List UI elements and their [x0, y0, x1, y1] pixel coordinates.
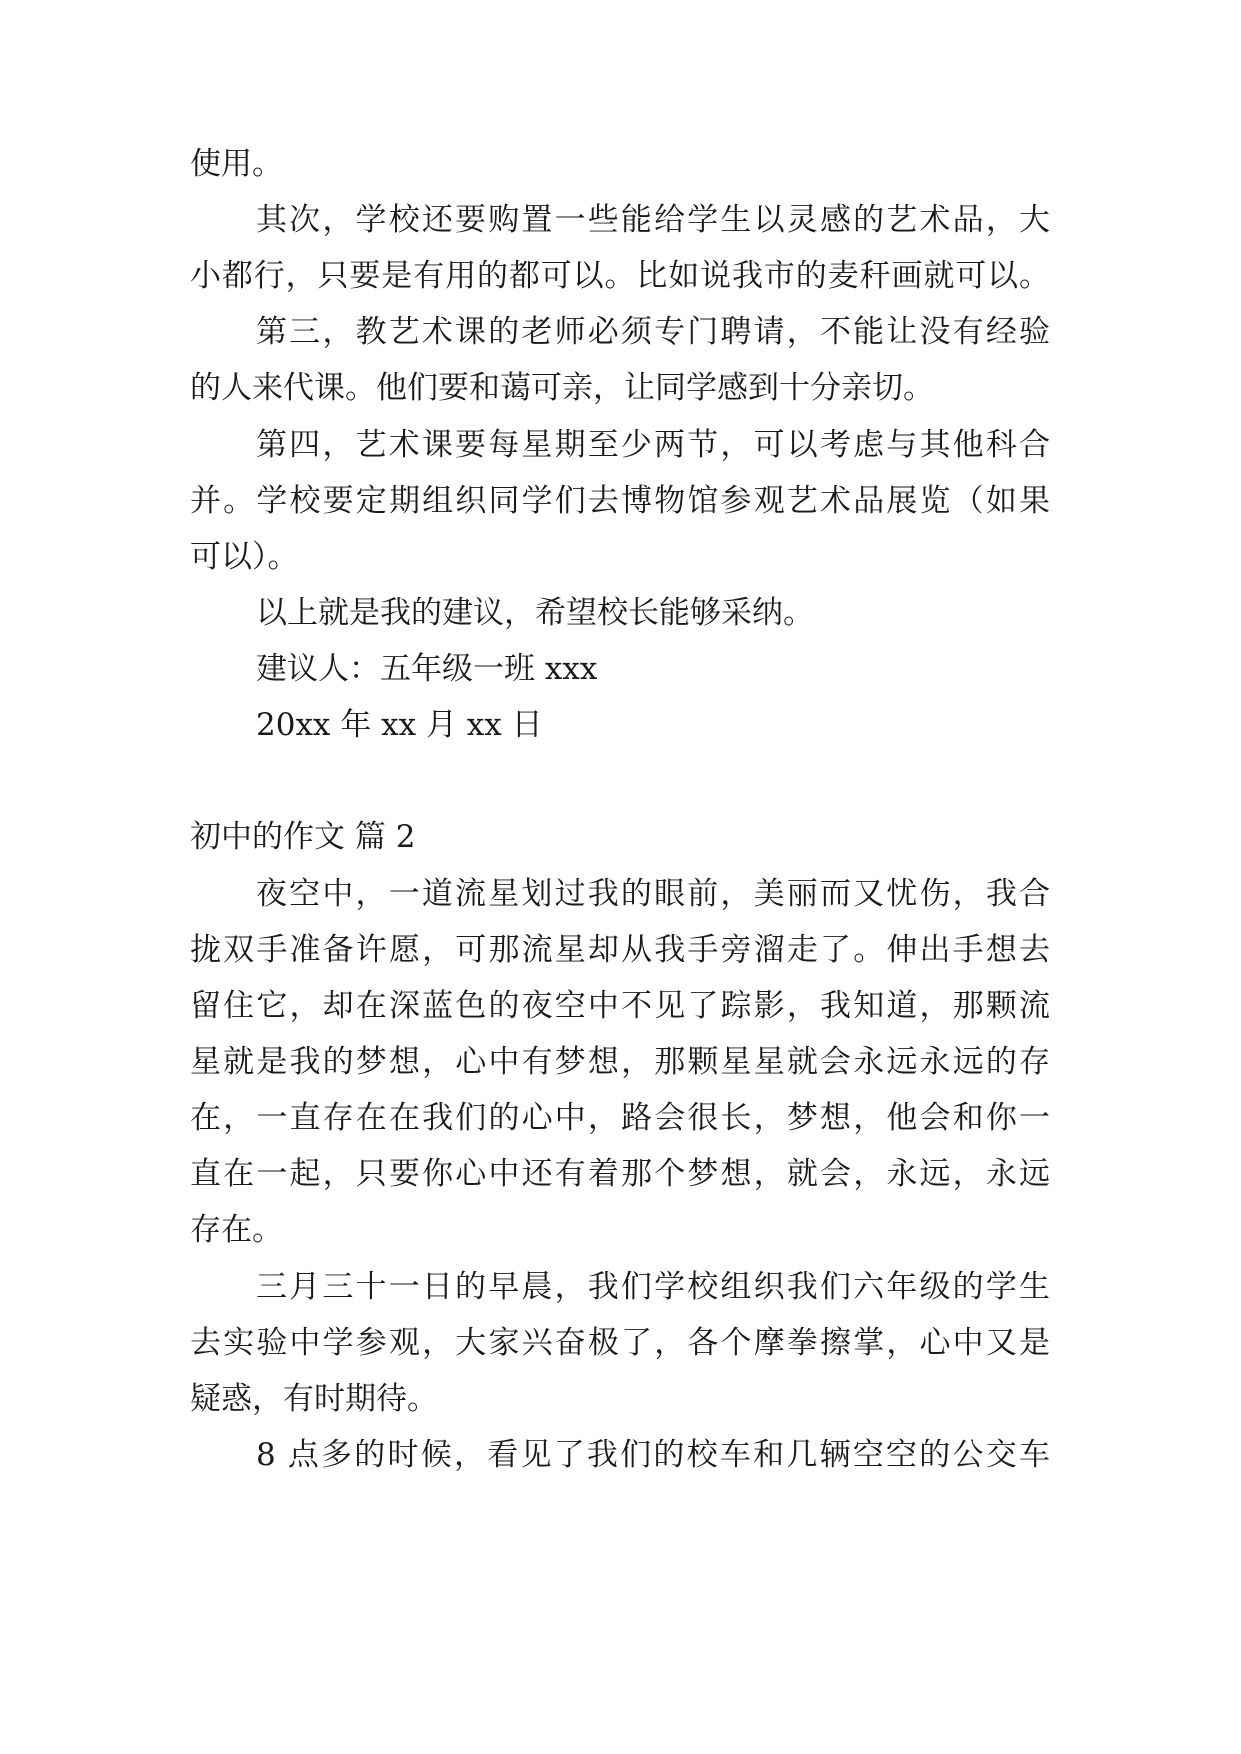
paragraph-line: 小都行，只要是有用的都可以。比如说我市的麦秆画就可以。: [190, 258, 1050, 294]
paragraph-line: 存在。: [190, 1212, 283, 1248]
paragraph-line: 其次，学校还要购置一些能给学生以灵感的艺术品，大: [256, 202, 1050, 238]
paragraph-line: 在，一直存在在我们的心中，路会很长，梦想，他会和你一: [190, 1100, 1050, 1136]
paragraph-line: 直在一起，只要你心中还有着那个梦想，就会，永远，永远: [190, 1156, 1050, 1192]
date-line: 20xx 年 xx 月 xx 日: [256, 707, 543, 743]
paragraph-line: 留住它，却在深蓝色的夜空中不见了踪影，我知道，那颗流: [190, 988, 1050, 1024]
paragraph-line: 以上就是我的建议，希望校长能够采纳。: [256, 595, 814, 631]
section-heading: 初中的作文 篇 2: [190, 819, 416, 855]
paragraph-line: 可以）。: [190, 539, 299, 575]
paragraph-line: 8 点多的时候，看见了我们的校车和几辆空空的公交车: [256, 1437, 1050, 1473]
paragraph-line: 拢双手准备许愿，可那流星却从我手旁溜走了。伸出手想去: [190, 932, 1050, 968]
paragraph-line: 去实验中学参观，大家兴奋极了，各个摩拳擦掌，心中又是: [190, 1325, 1050, 1361]
paragraph-line: 星就是我的梦想，心中有梦想，那颗星星就会永远永远的存: [190, 1044, 1050, 1080]
paragraph-line: 的人来代课。他们要和蔼可亲，让同学感到十分亲切。: [190, 370, 934, 406]
paragraph-line: 三月三十一日的早晨，我们学校组织我们六年级的学生: [256, 1269, 1050, 1305]
paragraph-line: 第四，艺术课要每星期至少两节，可以考虑与其他科合: [256, 427, 1050, 463]
paragraph-line: 第三，教艺术课的老师必须专门聘请，不能让没有经验: [256, 314, 1050, 350]
paragraph-line: 夜空中，一道流星划过我的眼前，美丽而又忧伤，我合: [256, 876, 1050, 912]
signature-line: 建议人：五年级一班 xxx: [256, 651, 598, 687]
paragraph-line: 使用。: [190, 146, 283, 182]
paragraph-line: 疑惑，有时期待。: [190, 1381, 438, 1417]
paragraph-line: 并。学校要定期组织同学们去博物馆参观艺术品展览（如果: [190, 483, 1050, 519]
